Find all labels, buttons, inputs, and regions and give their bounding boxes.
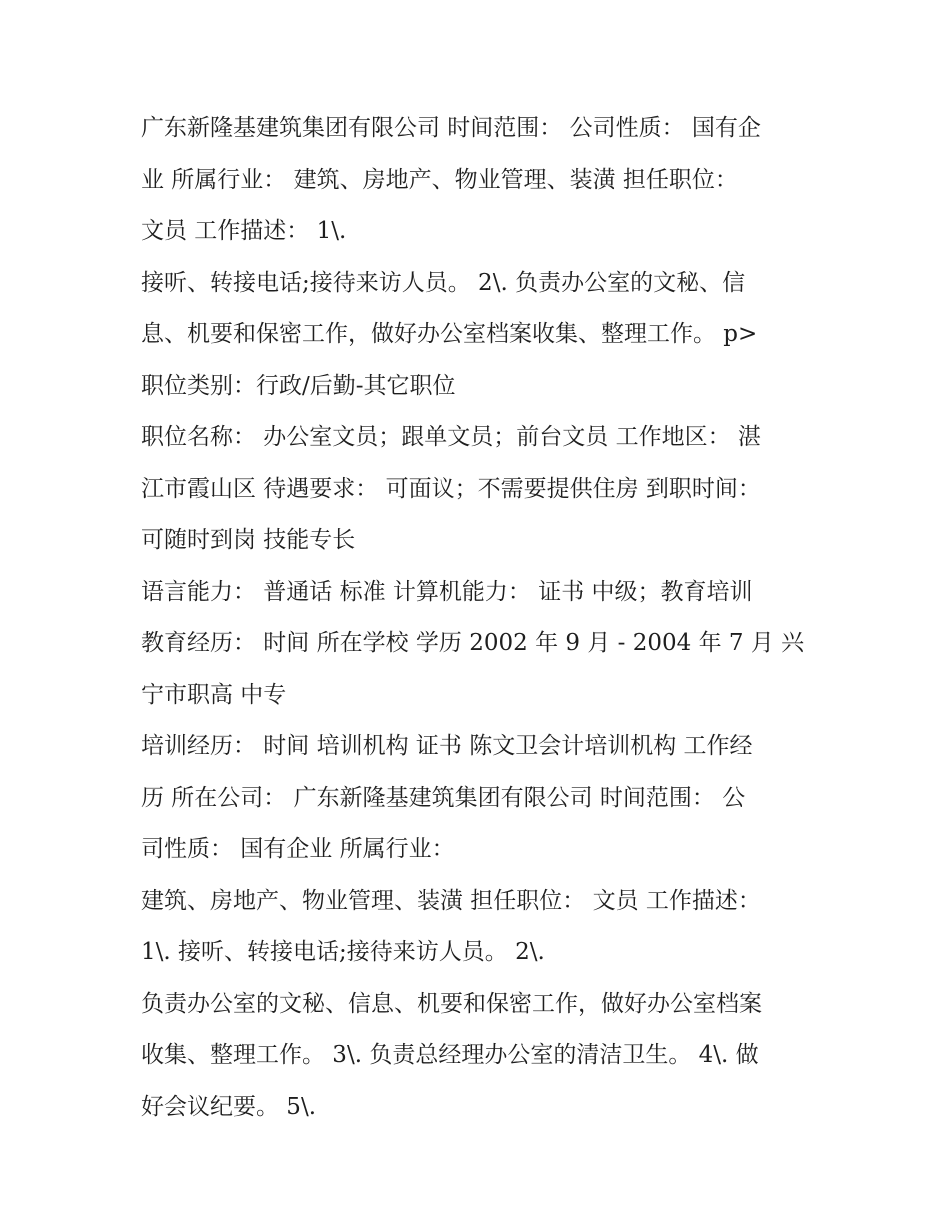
text-line: 接听、转接电话;接待来访人员。 2\. 负责办公室的文秘、信 (141, 269, 746, 296)
text-line: 江市霞山区 待遇要求： 可面议；不需要提供住房 到职时间： (141, 475, 761, 502)
text-line: 收集、整理工作。 3\. 负责总经理办公室的清洁卫生。 4\. 做 (141, 1042, 759, 1068)
text-line: 业 所属行业： 建筑、房地产、物业管理、装潢 担任职位： (141, 166, 738, 193)
text-line: 建筑、房地产、物业管理、装潢 担任职位： 文员 工作描述： (141, 887, 761, 914)
text-line: 宁市职高 中专 (141, 681, 287, 708)
text-line: 可随时到岗 技能专长 (141, 527, 356, 553)
text-line: 教育经历： 时间 所在学校 学历 2002 年 9 月 - 2004 年 7 月 兴 (141, 630, 805, 656)
text-line: 1\. 接听、转接电话;接待来访人员。 2\. (141, 939, 545, 965)
text-line: 语言能力： 普通话 标准 计算机能力： 证书 中级；教育培训 (141, 578, 753, 605)
text-line: 文员 工作描述： 1\. (141, 218, 347, 244)
text-line: 好会议纪要。 5\. (141, 1093, 317, 1120)
text-line: 广东新隆基建筑集团有限公司 时间范围： 公司性质： 国有企 (141, 115, 761, 141)
text-line: 历 所在公司： 广东新隆基建筑集团有限公司 时间范围： 公 (141, 784, 746, 811)
text-line: 负责办公室的文秘、信息、机要和保密工作，做好办公室档案 (141, 990, 762, 1017)
document-body (141, 103, 816, 1133)
text-line: 培训经历： 时间 培训机构 证书 陈文卫会计培训机构 工作经 (141, 733, 753, 759)
text-line: 息、机要和保密工作，做好办公室档案收集、整理工作。 p> (141, 321, 758, 347)
text-line: 职位名称： 办公室文员；跟单文员；前台文员 工作地区： 湛 (141, 424, 761, 450)
text-line: 职位类别：行政/后勤-其它职位 (141, 372, 456, 399)
text-line: 司性质： 国有企业 所属行业： (141, 836, 455, 862)
